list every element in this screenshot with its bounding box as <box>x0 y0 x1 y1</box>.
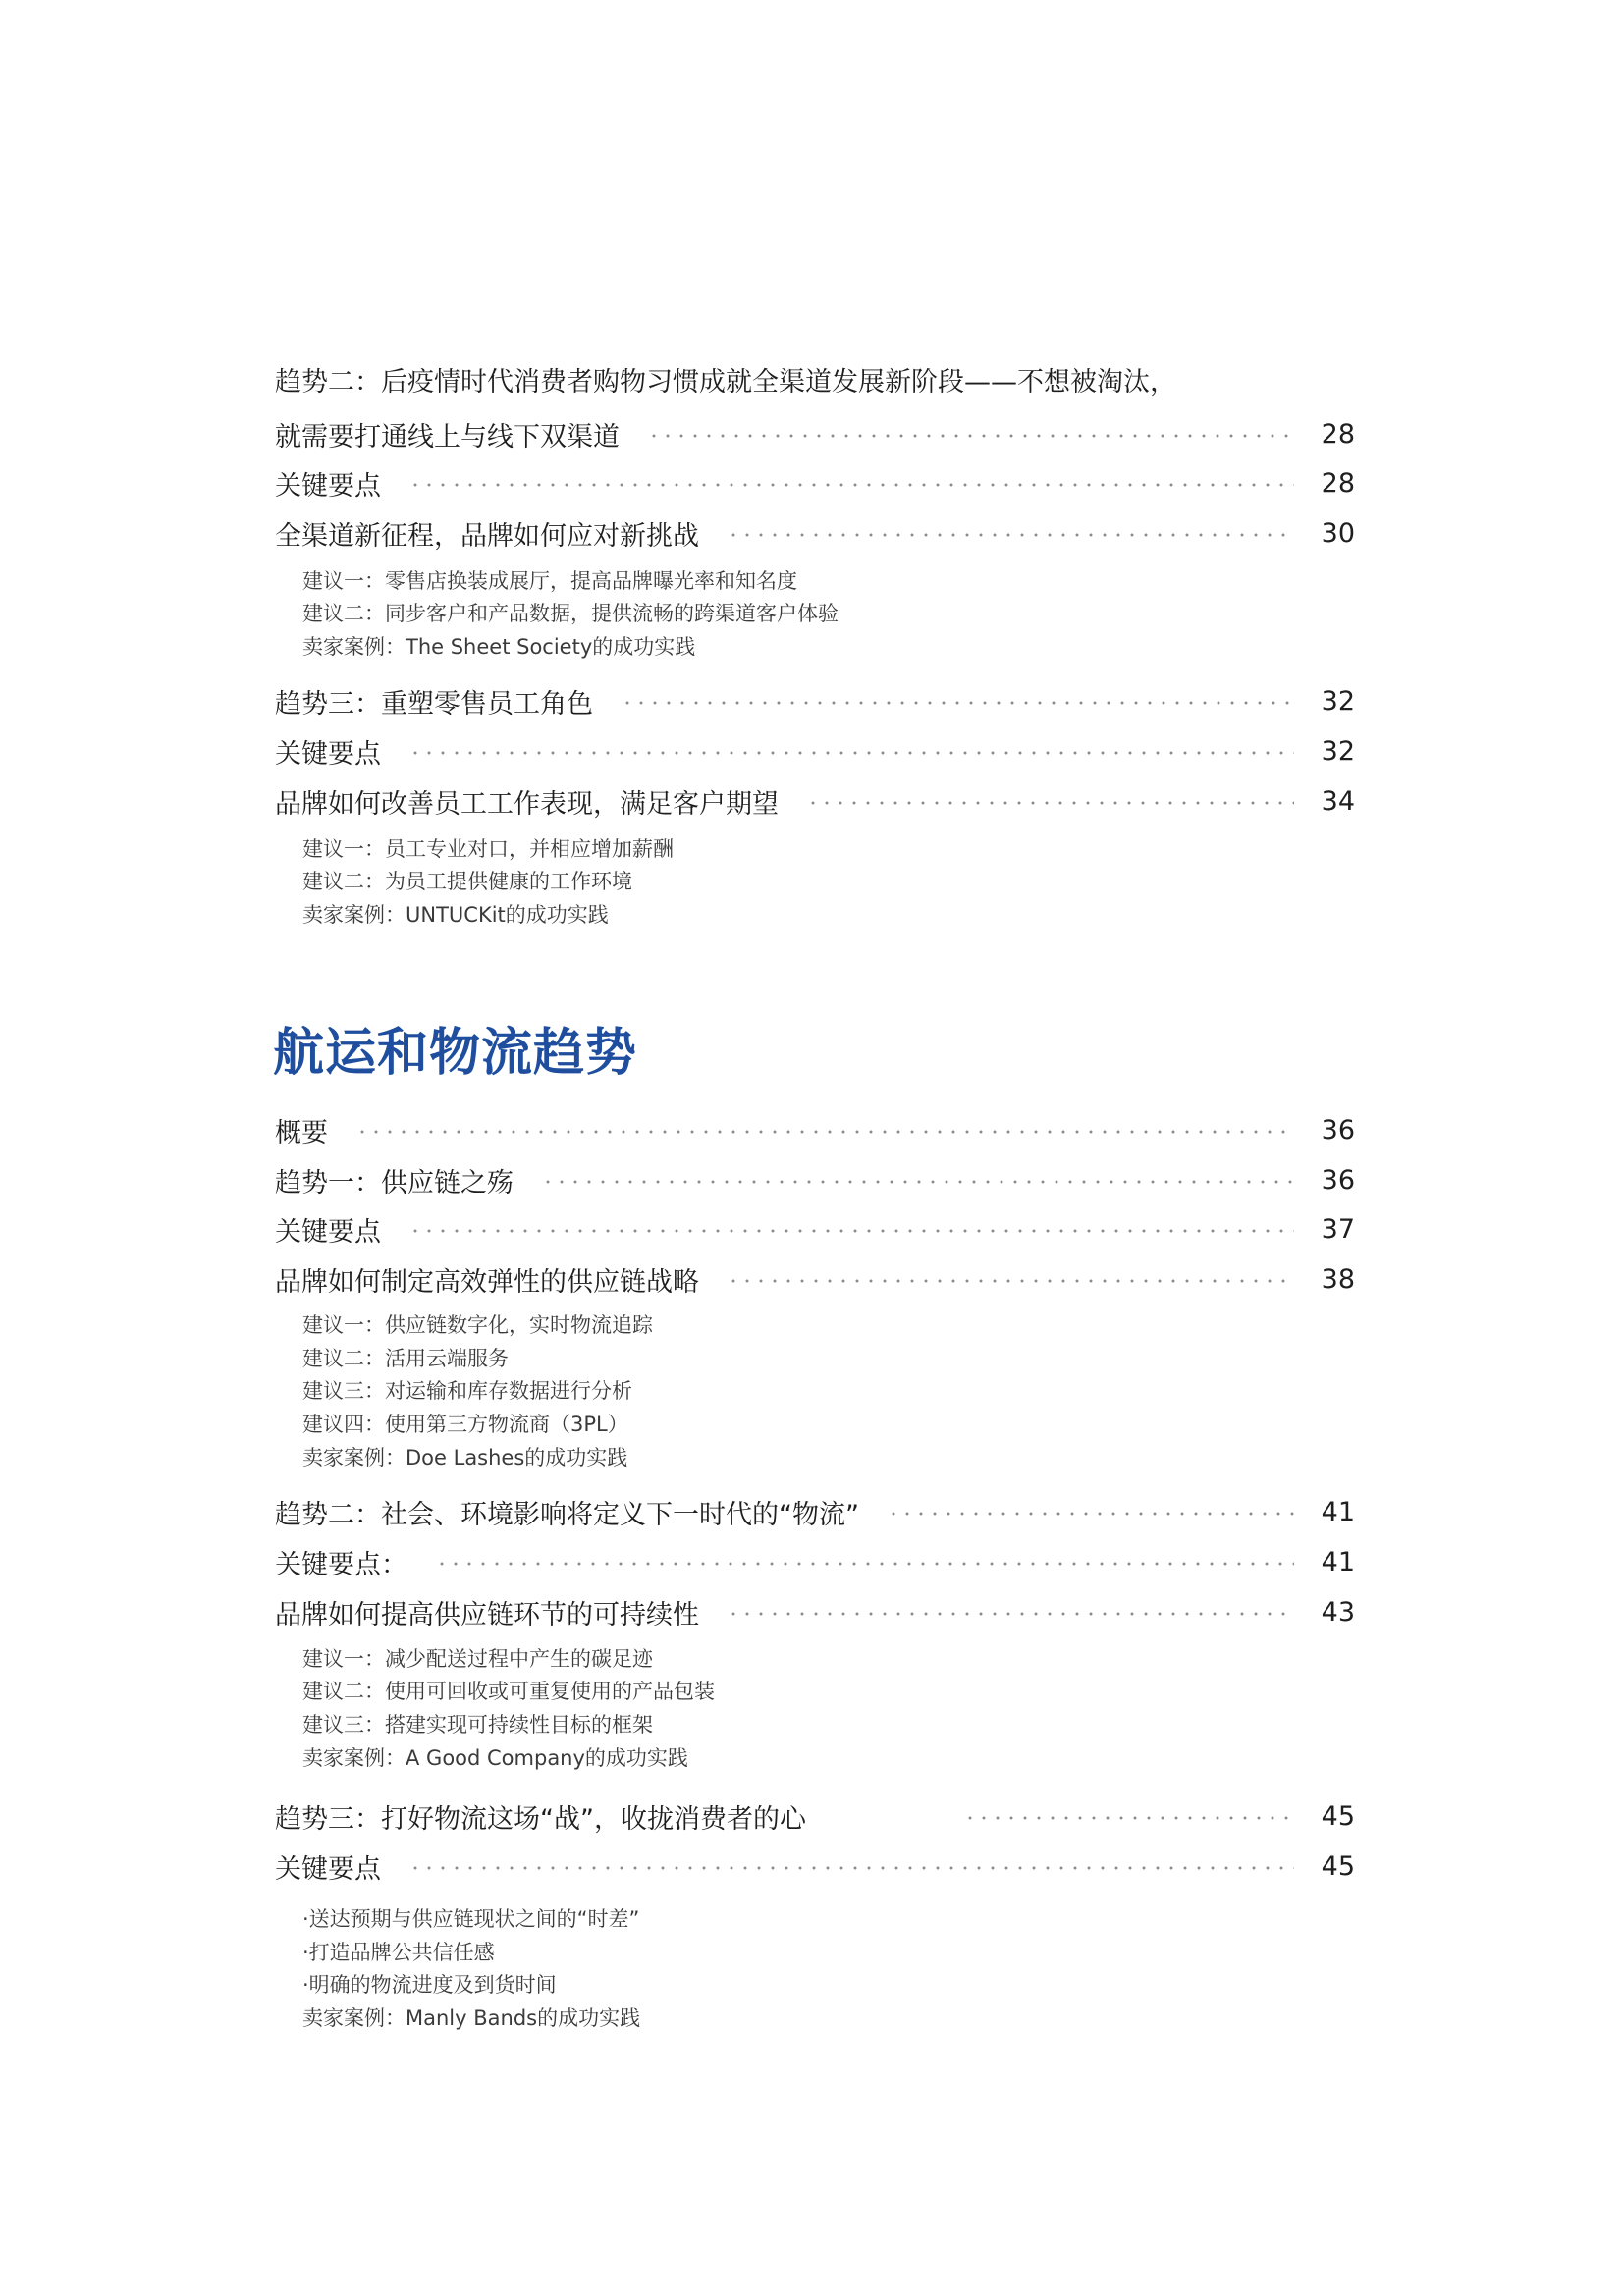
section-heading: 航运和物流趋势 <box>273 1024 638 1083</box>
toc-page-number: 28 <box>1321 418 1355 450</box>
toc-entry[interactable] <box>275 1492 1355 1531</box>
toc-sub-entry: 建议二：使用可回收或可重复使用的产品包装 <box>302 1680 715 1703</box>
toc-sub-entry: 建议二：为员工提供健康的工作环境 <box>302 870 632 893</box>
toc-page-number: 43 <box>1321 1596 1355 1628</box>
toc-entry[interactable] <box>275 1160 1355 1200</box>
dot-leader <box>541 1180 1294 1184</box>
toc-entry-title: 趋势二：后疫情时代消费者购物习惯成就全渠道发展新阶段——不想被淘汰， <box>275 367 1176 398</box>
toc-entry-title: 品牌如何改善员工工作表现，满足客户期望 <box>275 788 779 820</box>
toc-entry-title: 就需要打通线上与线下双渠道 <box>275 421 620 453</box>
toc-entry[interactable] <box>275 463 1355 503</box>
toc-page-number: 41 <box>1321 1496 1355 1527</box>
dot-leader <box>887 1512 1294 1516</box>
toc-sub-entry: 建议一：员工专业对口，并相应增加薪酬 <box>302 837 674 861</box>
toc-entry-title: 趋势一：供应链之殇 <box>275 1167 514 1199</box>
dot-leader <box>408 1866 1294 1870</box>
dot-leader <box>963 1816 1294 1820</box>
toc-entry[interactable] <box>275 1110 1355 1149</box>
toc-entry-title: 趋势三：重塑零售员工角色 <box>275 688 593 720</box>
dot-leader <box>727 1279 1294 1283</box>
toc-entry-title: 关键要点 <box>275 1853 381 1885</box>
toc-page-number: 34 <box>1321 785 1355 817</box>
toc-entry[interactable] <box>275 1209 1355 1249</box>
toc-sub-entry: 建议四：使用第三方物流商（3PL） <box>302 1413 628 1436</box>
toc-sub-entry: 建议二：活用云端服务 <box>302 1347 509 1370</box>
toc-entry[interactable] <box>275 1592 1355 1631</box>
toc-entry[interactable] <box>275 1796 1355 1836</box>
toc-entry-title: 关键要点 <box>275 470 381 502</box>
toc-page-number: 28 <box>1321 467 1355 499</box>
toc-entry-title: 关键要点 <box>275 1216 381 1248</box>
toc-sub-entry: 建议一：零售店换装成展厅，提高品牌曝光率和知名度 <box>302 569 797 593</box>
toc-entry[interactable] <box>275 1259 1355 1299</box>
toc-entry-title: 品牌如何制定高效弹性的供应链战略 <box>275 1266 699 1298</box>
toc-page-number: 36 <box>1321 1164 1355 1196</box>
toc-entry-title: 关键要点 <box>275 738 381 770</box>
toc-sub-entry: 卖家案例：A Good Company的成功实践 <box>302 1746 688 1770</box>
toc-page-number: 45 <box>1321 1800 1355 1832</box>
toc-sub-entry: 卖家案例：Manly Bands的成功实践 <box>302 2006 641 2030</box>
toc-sub-entry: ·明确的物流进度及到货时间 <box>302 1973 557 1997</box>
toc-entry[interactable] <box>275 1542 1355 1581</box>
toc-entry[interactable] <box>275 781 1355 821</box>
toc-entry-title: 关键要点： <box>275 1549 407 1580</box>
toc-entry-title: 品牌如何提高供应链环节的可持续性 <box>275 1599 699 1630</box>
toc-page-number: 37 <box>1321 1213 1355 1245</box>
dot-leader <box>621 701 1294 705</box>
toc-sub-entry: 建议一：供应链数字化，实时物流追踪 <box>302 1313 653 1337</box>
toc-entry[interactable] <box>275 731 1355 771</box>
dot-leader <box>647 434 1294 438</box>
toc-sub-entry: 建议二：同步客户和产品数据，提供流畅的跨渠道客户体验 <box>302 602 839 625</box>
toc-entry-title: 趋势二：社会、环境影响将定义下一时代的“物流” <box>275 1499 859 1530</box>
toc-sub-entry: ·送达预期与供应链现状之间的“时差” <box>302 1907 640 1931</box>
toc-page-number: 30 <box>1321 517 1355 549</box>
toc-entry-title: 全渠道新征程，品牌如何应对新挑战 <box>275 520 699 552</box>
toc-sub-entry: 卖家案例：The Sheet Society的成功实践 <box>302 635 696 659</box>
toc-entry-title: 趋势三：打好物流这场“战”，收拢消费者的心 <box>275 1803 806 1835</box>
toc-entry-title: 概要 <box>275 1117 328 1148</box>
toc-entry[interactable] <box>275 414 1355 454</box>
dot-leader <box>408 751 1294 755</box>
toc-page-number: 32 <box>1321 735 1355 767</box>
dot-leader <box>408 1229 1294 1233</box>
toc-page-number: 38 <box>1321 1263 1355 1295</box>
toc-page-number: 41 <box>1321 1546 1355 1577</box>
toc-page-number: 32 <box>1321 685 1355 717</box>
toc-sub-entry: ·打造品牌公共信任感 <box>302 1941 495 1964</box>
toc-page-number: 45 <box>1321 1850 1355 1882</box>
dot-leader <box>355 1130 1294 1134</box>
toc-sub-entry: 卖家案例：UNTUCKit的成功实践 <box>302 903 609 927</box>
toc-entry[interactable] <box>275 513 1355 553</box>
dot-leader <box>806 801 1294 805</box>
dot-leader <box>727 1612 1294 1616</box>
dot-leader <box>435 1562 1294 1566</box>
toc-sub-entry: 建议三：对运输和库存数据进行分析 <box>302 1379 632 1403</box>
dot-leader <box>408 483 1294 487</box>
toc-page-number: 36 <box>1321 1114 1355 1146</box>
toc-sub-entry: 建议一：减少配送过程中产生的碳足迹 <box>302 1647 653 1671</box>
dot-leader <box>727 533 1294 537</box>
toc-sub-entry: 卖家案例：Doe Lashes的成功实践 <box>302 1446 628 1469</box>
toc-sub-entry: 建议三：搭建实现可持续性目标的框架 <box>302 1713 653 1736</box>
toc-entry[interactable] <box>275 681 1355 721</box>
toc-entry[interactable] <box>275 1846 1355 1886</box>
